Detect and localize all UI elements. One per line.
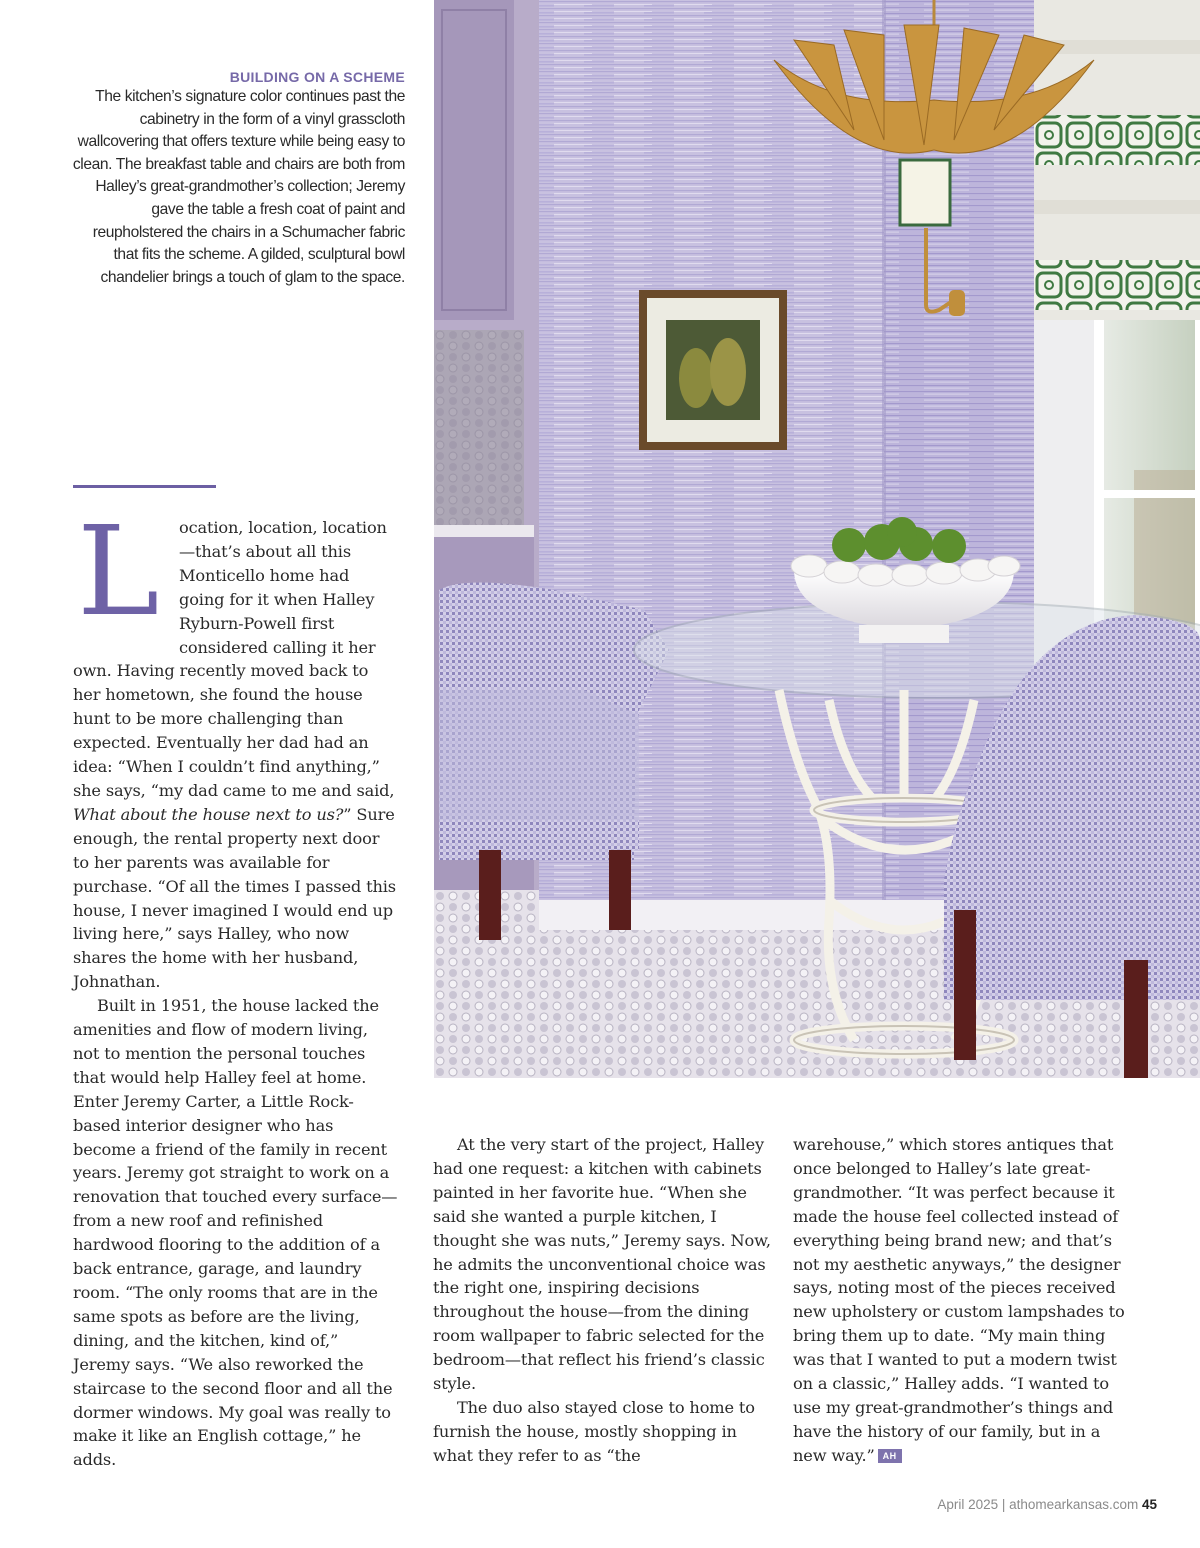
footer-issue: April 2025 | athomearkansas.com [937, 1497, 1139, 1512]
article-paragraph-4-start: The duo also stayed close to home to furnish the house, mostly shopping in what they refer to as “the [433, 1397, 755, 1465]
end-mark-badge: AH [878, 1449, 902, 1463]
caption-text: The kitchen’s signature color continues past the cabinetry in the form of a vinyl grasscloth wallcovering that offers texture while being easy to clean. The breakfast table and chairs are both from Halley’s great-grandmother’s collection; Jeremy gave the table a fresh coat of paint and reupholstered the chairs in a Schumacher fabric that fits the scheme. A gilded, sculptural bowl chandelier brings a touch of glam to the space. [72, 88, 405, 286]
article-paragraph-3: At the very start of the project, Halley had one request: a kitchen with cabinets painted in her favorite hue. “When she said she wanted a purple kitchen, I thought she was nuts,” Jeremy says. Now, he admits the unconventional choice was the right one, inspiring decisions throughout the house—from the dining room wallpaper to fabric selected for the bedroom—that reflect his friend’s classic style. [433, 1135, 771, 1394]
section-rule [73, 485, 216, 488]
article-column-3 [793, 1133, 1131, 1468]
paragraph-1-lead: ocation, location, location—that’s about all this Monticello home had going for it when Halley Ryburn-Powell first considered calling it her own. Having recently moved back to her hometown, she found the house hunt to be more challenging than expected. Eventually her dad had an idea: “When I couldn’t find anything,” she says, “my dad came to me and said, [73, 518, 395, 800]
photo-caption [70, 68, 405, 289]
paragraph-4-continued-text: warehouse,” which stores antiques that once belonged to Halley’s late great-grandmother. “It was perfect because it made the house feel collected instead of everything being brand new; and that’s not my aesthetic anyways,” the designer says, noting most of the pieces received new upholstery or custom lampshades to bring them up to date. “My main thing was that I wanted to put a modern twist on a classic,” Halley adds. “I wanted to use my great-grandmother’s things and have the history of our family, but in a new way.” [793, 1135, 1125, 1465]
article-column-2 [433, 1133, 771, 1468]
article-paragraph-4-continued [793, 1133, 1131, 1468]
page-footer [937, 1497, 1157, 1512]
article-column-1 [73, 500, 399, 1472]
kitchen-nook-photo [434, 0, 1200, 1078]
article-paragraph-1 [73, 500, 399, 994]
drop-cap: L [77, 500, 160, 644]
article-paragraph-2: Built in 1951, the house lacked the amenities and flow of modern living, not to mention the personal touches that would help Halley feel at home. Enter Jeremy Carter, a Little Rock-based interior designer who has become a friend of the family in recent years. Jeremy got straight to work on a renovation that touched every surface—from a new roof and refinished hardwood flooring to the addition of a back entrance, garage, and laundry room. “The only rooms that are in the same spots as before are the living, dining, and the kitchen, kind of,” Jeremy says. “We also reworked the staircase to the second floor and all the dormer windows. My goal was really to make it like an English cottage,” he adds. [73, 996, 398, 1470]
page-number: 45 [1141, 1497, 1157, 1512]
paragraph-1-tail: ” Sure enough, the rental property next door to her parents was available for purchase. “Of all the times I passed this house, I never imagined I would end up living here,” says Halley, who now shares the home with her husband, Johnathan. [73, 804, 396, 992]
paragraph-1-italic-quote: What about the house next to us? [73, 804, 344, 824]
caption-title: BUILDING ON A SCHEME [229, 69, 405, 85]
